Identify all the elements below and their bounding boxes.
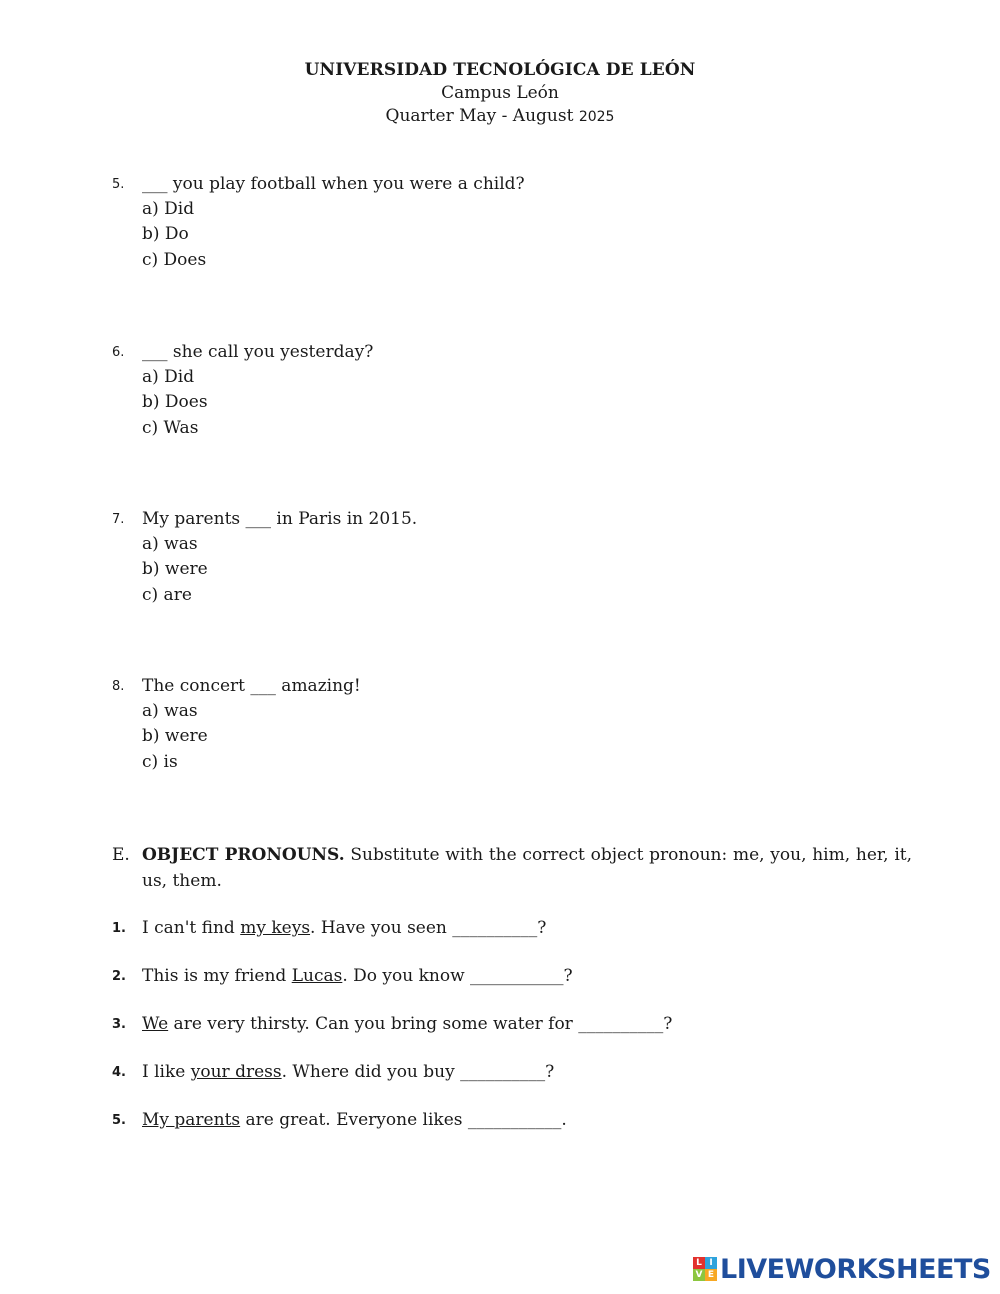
question-stem: The concert ___ amazing!: [142, 676, 361, 696]
item-number: 1.: [112, 921, 126, 936]
sentence-after[interactable]: . Where did you buy __________?: [281, 1062, 555, 1082]
campus-name: Campus León: [441, 83, 559, 103]
institution-name: UNIVERSIDAD TECNOLÓGICA DE LEÓN: [304, 60, 696, 80]
question-number: 6.: [112, 345, 125, 360]
instruction-text: Substitute with the correct object pronoun: me, you, him, her, it, us, them.: [142, 845, 912, 891]
liveworksheets-logo: [693, 1253, 991, 1285]
question-stem: ___ she call you yesterday?: [142, 342, 374, 362]
section-letter: E.: [112, 845, 130, 865]
option[interactable]: a) Did: [142, 367, 195, 387]
underlined-phrase: your dress: [190, 1062, 282, 1082]
question-number: 8.: [112, 679, 125, 694]
question-options: [142, 532, 208, 608]
item-number: 4.: [112, 1065, 126, 1080]
underlined-phrase: My parents: [142, 1110, 241, 1130]
quarter-line: [0, 105, 1000, 129]
item-number: 2.: [112, 969, 126, 984]
sentence-after[interactable]: . Have you seen __________?: [310, 918, 547, 938]
option[interactable]: a) Did: [142, 199, 195, 219]
section-instruction: [142, 843, 912, 894]
underlined-phrase: We: [142, 1014, 169, 1034]
sentence-before: I can't find: [142, 918, 241, 938]
item-sentence: [142, 1012, 672, 1037]
option[interactable]: b) Do: [142, 224, 189, 245]
sentence-before: This is my friend: [142, 966, 292, 986]
logo-wordmark: LIVEWORKSHEETS: [720, 1253, 991, 1285]
underlined-phrase: Lucas: [291, 966, 343, 986]
question-stem: ___ you play football when you were a child?: [142, 174, 525, 194]
option[interactable]: b) Does: [142, 392, 208, 413]
item-sentence: [142, 1060, 554, 1085]
option[interactable]: b) were: [142, 559, 208, 580]
question-options: [142, 197, 206, 273]
underlined-phrase: my keys: [240, 918, 311, 938]
document-header: [0, 58, 1000, 129]
item-sentence: [142, 964, 573, 989]
sentence-after[interactable]: are very thirsty. Can you bring some water for __________?: [168, 1014, 673, 1034]
option[interactable]: a) was: [142, 534, 198, 554]
logo-square-icon: V: [693, 1269, 705, 1281]
question-options: [142, 699, 208, 775]
section-title: OBJECT PRONOUNS.: [142, 845, 345, 865]
item-number: 3.: [112, 1017, 126, 1032]
item-sentence: [142, 1108, 567, 1133]
option[interactable]: c) is: [142, 751, 178, 772]
question-number: 7.: [112, 512, 125, 527]
item-sentence: [142, 916, 546, 941]
option[interactable]: c) Was: [142, 417, 199, 438]
sentence-after[interactable]: . Do you know ___________?: [342, 966, 573, 986]
question-stem: My parents ___ in Paris in 2015.: [142, 509, 418, 529]
sentence-after[interactable]: are great. Everyone likes ___________.: [240, 1110, 567, 1130]
option[interactable]: b) were: [142, 726, 208, 747]
logo-square-icon: I: [705, 1257, 717, 1269]
quarter-text: Quarter May ‐ August: [385, 106, 574, 126]
logo-square-icon: E: [705, 1269, 717, 1281]
option[interactable]: c) are: [142, 584, 192, 605]
item-number: 5.: [112, 1113, 126, 1128]
sentence-before: I like: [142, 1062, 191, 1082]
question-number: 5.: [112, 177, 125, 192]
logo-mark-icon: [693, 1257, 717, 1281]
option[interactable]: c) Does: [142, 249, 207, 270]
logo-square-icon: L: [693, 1257, 705, 1269]
option[interactable]: a) was: [142, 701, 198, 721]
question-options: [142, 365, 208, 441]
quarter-year: 2025: [578, 109, 615, 125]
